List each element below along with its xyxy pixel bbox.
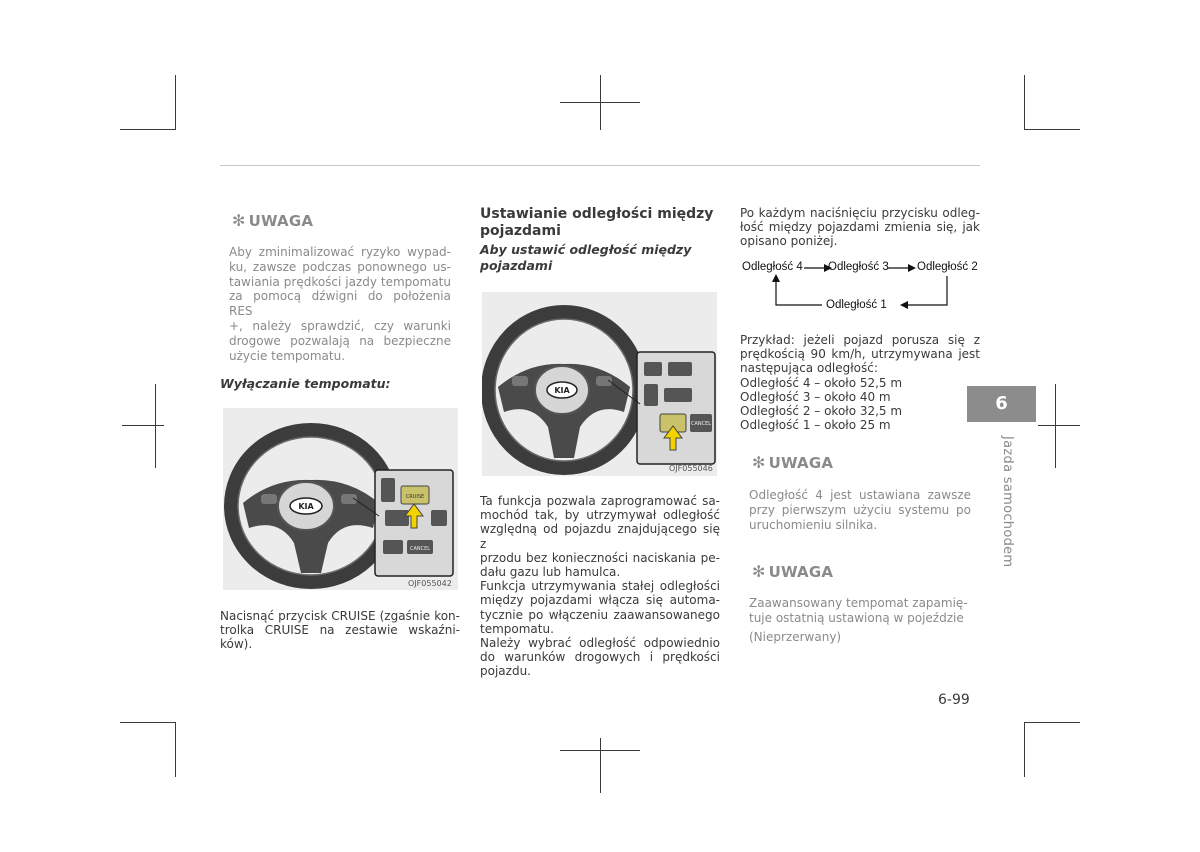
chapter-tab: 6 (967, 386, 1036, 422)
chapter-label: Jazda samochodem (1000, 436, 1015, 568)
steering-wheel-figure-1 (223, 408, 458, 590)
star-icon: ✻ (752, 453, 766, 472)
note1-text: Odległość 4 jest ustawiana zawsze przy pierwszym użyciu systemu po uruchomieniu silnika. (749, 488, 971, 532)
header-rule (220, 165, 980, 166)
distance-1-label: Odległość 1 (826, 299, 887, 311)
note1-heading: ✻ UWAGA (752, 453, 834, 472)
subheading-disable-cruise: Wyłączanie tempomatu: (220, 376, 391, 391)
note-text: Aby zminimalizować ryzyko wypad- ku, zawsze podczas ponownego us- tawiania prędkości jazdy tempomatu za pomocą dźwigni do położenia RES +, należy sprawdzić, czy warunki drogowe pozwalają na bezpieczne użycie tempomatu. (229, 245, 451, 363)
steering-wheel-illustration (482, 292, 717, 476)
example-text: Przykład: jeżeli pojazd porusza się z prędkością 90 km/h, utrzymywana jest następująca odległość: Odległość 4 – około 52,5 m Odległość 3 – około 40 m Odległość 2 – około 32,5 m Odległość 1 – około 25 m (740, 333, 980, 433)
svg-text:CANCEL: CANCEL (690, 421, 712, 427)
steering-wheel-illustration (223, 408, 458, 590)
star-icon: ✻ (232, 211, 246, 230)
page-number: 6-99 (938, 692, 970, 708)
svg-text:KIA: KIA (298, 502, 314, 511)
body-text-col1: Nacisnąć przycisk CRUISE (zgaśnie kon- trolka CRUISE na zestawie wskaźni- ków). (220, 609, 460, 652)
note2-text: Zaawansowany tempomat zapamię- tuje ostatnią ustawioną w pojeździe (Nieprzerwany) (749, 596, 968, 644)
intro-text-col3: Po każdym naciśnięciu przycisku odleg- łość między pojazdami zmienia się, jak opisano poniżej. (740, 206, 980, 249)
section-heading: Ustawianie odległości między pojazdami (480, 206, 714, 239)
svg-text:CANCEL: CANCEL (409, 546, 431, 552)
svg-text:KIA: KIA (554, 386, 570, 395)
section-subheading: Aby ustawić odległość między pojazdami (480, 242, 692, 273)
distance-4-label: Odległość 4 (742, 261, 803, 273)
steering-wheel-figure-2 (482, 292, 717, 476)
note2-heading: ✻ UWAGA (752, 562, 834, 581)
star-icon: ✻ (752, 562, 766, 581)
distance-3-label: Odległość 3 (828, 261, 889, 273)
distance-2-label: Odległość 2 (917, 261, 978, 273)
distance-diagram (740, 258, 980, 320)
figure-code: OJF055046 (669, 464, 713, 473)
note-heading: ✻ UWAGA (232, 211, 314, 230)
body-text-col2: Ta funkcja pozwala zaprogramować sa- mochód tak, by utrzymywał odległość względną od pojazdu znajdującego się z przodu bez konieczności naciskania pe- dału gazu lub hamulca. Funkcja utrzymywania stałej odległości między pojazdami włącza się automa- tycznie po włączeniu zaawansowanego tempomatu. Należy wybrać odległość odpowiednio do warunków drogowych i prędkości pojazdu. (480, 494, 720, 679)
svg-text:CRUISE: CRUISE (405, 494, 425, 500)
figure-code: OJF055042 (408, 579, 452, 588)
